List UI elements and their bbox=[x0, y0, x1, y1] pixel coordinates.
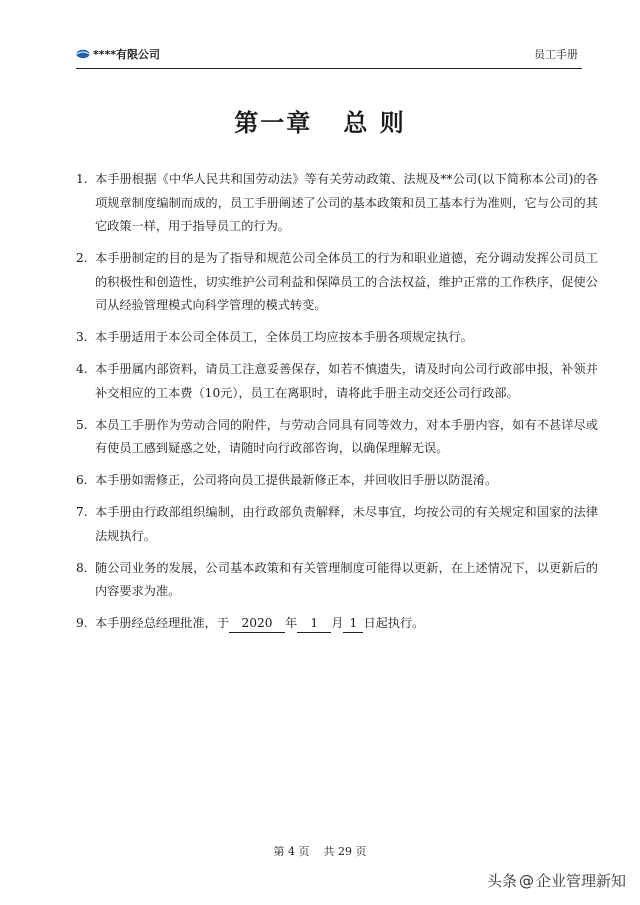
item-number: 8. bbox=[76, 560, 88, 575]
list-item bbox=[76, 501, 598, 548]
item-text-suffix: 日起执行。 bbox=[363, 616, 425, 630]
logo-globe-icon bbox=[76, 49, 90, 59]
list-item bbox=[76, 168, 598, 239]
item-number: 6. bbox=[76, 473, 88, 487]
item-number: 1. bbox=[76, 172, 88, 186]
list-item bbox=[76, 469, 598, 493]
item-text: 本员工手册作为劳动合同的附件，与劳动合同具有同等效力，对本手册内容，如有不甚详尽或有使员工感到疑惑之处，请随时向行政部咨询，以确保理解无误。 bbox=[95, 417, 598, 455]
rules-list bbox=[76, 168, 598, 644]
list-item bbox=[76, 557, 598, 604]
item-number: 9. bbox=[76, 616, 88, 630]
item-text: 本手册如需修正，公司将向员工提供最新修正本，并回收旧手册以防混淆。 bbox=[95, 473, 498, 487]
watermark-source: 头条 bbox=[486, 872, 517, 890]
item-text: 本手册适用于本公司全体员工，全体员工均应按本手册各项规定执行。 bbox=[95, 330, 473, 344]
item-number: 7. bbox=[76, 505, 88, 519]
watermark bbox=[487, 870, 626, 891]
page-number: 第 4 页 共 29 页 bbox=[273, 845, 367, 858]
item-text: 本手册制定的目的是为了指导和规范公司全体员工的行为和职业道德，充分调动发挥公司员工的积极性和创造性，切实维护公司利益和保障员工的合法权益，维护正常的工作秩序，促使公司从经验管理模式向科学管理的模式转变。 bbox=[95, 251, 598, 312]
month-unit: 月 bbox=[331, 616, 344, 630]
item-number: 3. bbox=[76, 330, 88, 344]
item-number: 2. bbox=[76, 251, 88, 265]
company-name: ****有限公司 bbox=[93, 48, 161, 61]
chapter-title: 第一章 总 则 bbox=[234, 109, 406, 137]
list-item bbox=[76, 358, 598, 405]
item-text: 本手册属内部资料，请员工注意妥善保存，如若不慎遗失，请及时向公司行政部申报，补领并补交相应的工本费（10元），员工在离职时，请将此手册主动交还公司行政部。 bbox=[95, 362, 598, 400]
company-logo bbox=[76, 46, 160, 62]
month-blank: 1 bbox=[297, 614, 331, 633]
item-text: 随公司业务的发展，公司基本政策和有关管理制度可能得以更新，在上述情况下，以更新后的内容要求为准。 bbox=[95, 560, 598, 598]
item-text: 本手册由行政部组织编制，由行政部负责解释，未尽事宜，均按公司的有关规定和国家的法律法规执行。 bbox=[95, 505, 598, 543]
page-header bbox=[76, 40, 582, 69]
manual-label: 员工手册 bbox=[534, 48, 578, 61]
year-blank: 2020 bbox=[229, 614, 285, 633]
list-item bbox=[76, 414, 598, 461]
year-unit: 年 bbox=[285, 616, 298, 630]
watermark-at: @ bbox=[518, 871, 534, 890]
item-text-prefix: 本手册经总经理批准，于 bbox=[95, 616, 230, 630]
list-item-effective-date bbox=[76, 612, 598, 636]
list-item bbox=[76, 247, 598, 318]
watermark-account: 企业管理新知 bbox=[535, 872, 626, 890]
item-number: 5. bbox=[76, 417, 88, 432]
item-text: 本手册根据《中华人民共和国劳动法》等有关劳动政策、法规及**公司(以下简称本公司)的各项规章制度编制而成的，员工手册阐述了公司的基本政策和员工基本行为准则，它与公司的其它政策一样，用于指导员工的行为。 bbox=[95, 172, 598, 233]
day-blank: 1 bbox=[343, 614, 363, 633]
item-number: 4. bbox=[76, 362, 88, 376]
list-item bbox=[76, 326, 598, 350]
